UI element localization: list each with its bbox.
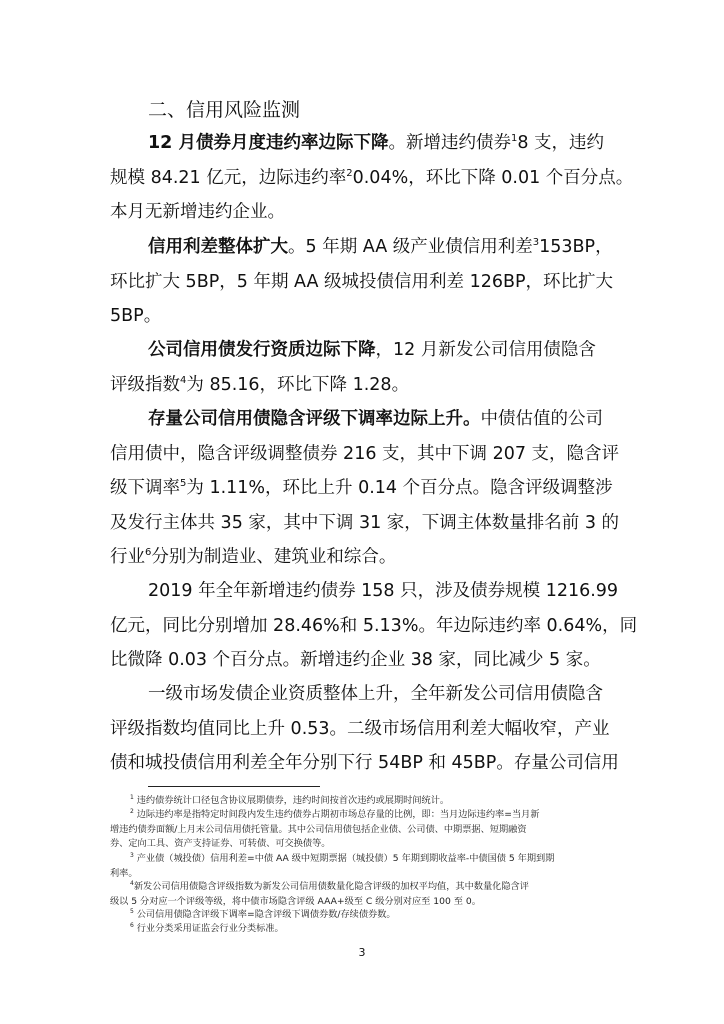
paragraph-credit-spread [110,230,614,334]
text: 一级市场发债企业资质整体上升，全年新发公司信用债隐含 [148,684,603,704]
text: 8 支，违约 [517,133,605,153]
footnote-text: 增违约债券面额/上月末公司信用债托管量。其中公司信用债包括企业债、公司债、中期票据、短期融资 [110,823,527,835]
text: 中债估值的公司 [480,409,603,429]
text: 。新增违约债券 [388,133,511,153]
paragraph-rating-downgrade [110,402,620,575]
footnote-text: 产业债（城投债）信用利差=中债 AA 级中短期票据（城投债）5 年期到期收益率-中债国债 5 年期到期 [133,853,555,864]
text: 评级指数均值同比上升 0.53。二级市场信用利差大幅收窄，产业 [110,718,610,739]
text: 5BP。 [110,306,162,326]
footnote-text: 边际违约率是指特定时间段内发生违约债券占期初市场总存量的比例，即：当月边际违约率=当月新 [133,809,540,820]
footnote-ref[interactable]: 6 [145,547,152,559]
footnote-text: 违约债券统计口径包含协议展期债券，违约时间按首次违约或展期时间统计。 [133,795,450,806]
text: 为 1.11%，环比上升 0.14 个百分点。隐含评级调整涉 [186,478,613,498]
text: 评级指数 [110,374,180,395]
paragraph-title: 信用利差整体扩大 [148,237,288,257]
section-heading: 二、信用风险监测 [148,99,301,121]
footnote-text: 券、定向工具、资产支持证券、可转债、可交换债等。 [110,838,331,849]
text: 0.04%，环比下降 0.01 个百分点。 [352,167,634,188]
footnote-number: 1 [130,793,134,801]
text: 亿元，同比分别增加 28.46%和 5.13%。年边际违约率 0.64%，同 [110,615,638,636]
paragraph-issuance-quality [110,333,610,402]
footnote-ref[interactable]: 1 [510,133,518,145]
text: 级下调率 [110,478,180,498]
footnote-ref[interactable]: 4 [180,374,187,386]
text: 153BP， [539,237,613,257]
paragraph-title: 公司信用债发行资质边际下降 [148,340,376,360]
footnote-ref[interactable]: 2 [346,167,353,179]
footnote-ref[interactable]: 3 [532,237,540,249]
text: 及发行主体共 35 家，其中下调 31 家，下调主体数量排名前 3 的 [110,512,620,533]
paragraph-title: 存量公司信用债隐含评级下调率边际上升。 [148,409,481,429]
footnote-number: 5 [130,907,134,915]
footnote-5 [110,908,620,923]
text: 规模 84.21 亿元，边际违约率 [110,167,347,188]
footnote-text: 行业分类采用证监会行业分类标准。 [133,923,284,934]
text: 。5 年期 AA 级产业债信用利差 [288,237,533,257]
text: ，12 月新发公司信用债隐含 [375,340,596,360]
text: 比微降 0.03 个百分点。新增违约企业 38 家，同比减少 5 家。 [110,650,601,670]
footnote-ref[interactable]: 5 [180,478,187,490]
footnote-6 [110,922,620,937]
footnote-number: 4 [130,879,134,887]
footnote-number: 3 [130,851,134,859]
footnote-text: 公司信用债隐含评级下调率=隐含评级下调债券数/存续债券数。 [133,909,396,920]
paragraph-default-rate [110,126,634,230]
paragraph-title: 12 月债券月度违约率边际下降 [148,133,389,153]
footnote-number: 6 [130,921,134,929]
footnote-1 [110,794,620,809]
footnote-number: 2 [130,807,134,815]
footnote-text: 级以 5 分对应一个评级等级，将中债市场隐含评级 AAA+级至 C 级分别对应至 100 至 0。 [110,895,481,907]
text: 环比扩大 5BP，5 年期 AA 级城投债信用利差 126BP，环比扩大 [110,271,614,292]
text: 分别为制造业、建筑业和综合。 [151,547,397,567]
text: 为 85.16，环比下降 1.28。 [186,374,410,395]
page-number: 3 [358,946,366,959]
paragraph-market-summary [110,677,619,781]
footnote-4 [110,880,620,909]
footnote-2 [110,808,620,852]
text: 债和城投债信用利差全年分别下行 54BP 和 45BP。存量公司信用 [110,753,619,773]
paragraph-annual-defaults [110,574,638,678]
footnote-text: 新发公司信用债隐含评级指数为新发公司信用债数量化隐含评级的加权平均值，其中数量化隐含评 [133,881,529,892]
text: 2019 年全年新增违约债券 158 只，涉及债券规模 1216.99 [148,581,619,601]
text: 行业 [110,547,145,567]
footnote-3 [110,852,620,881]
footnote-text: 利率。 [110,867,138,879]
footnote-separator [148,786,320,787]
text: 信用债中，隐含评级调整债券 216 支，其中下调 207 支，隐含评 [110,443,620,464]
text: 本月无新增违约企业。 [110,202,285,222]
